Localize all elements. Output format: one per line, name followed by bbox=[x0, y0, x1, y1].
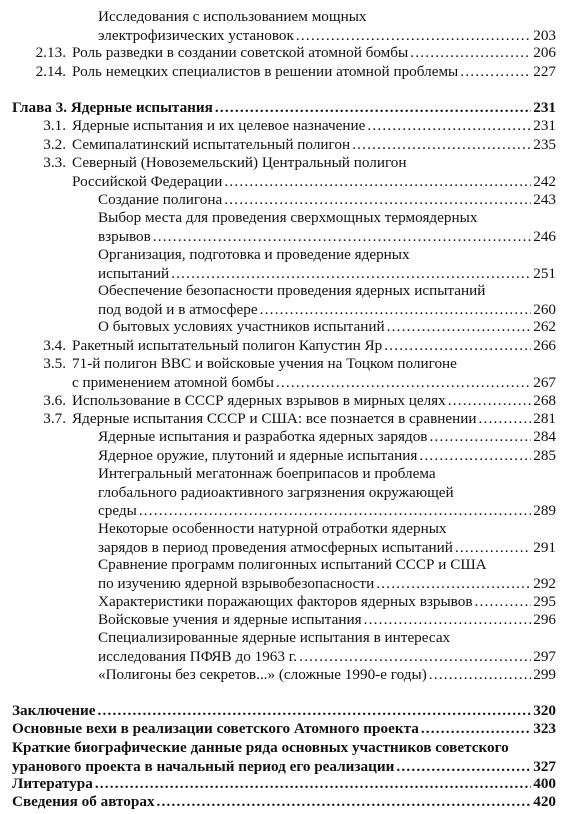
toc-entry-title: Роль разведки в создании советской атомной бомбы bbox=[72, 44, 409, 61]
toc-entry[interactable] bbox=[98, 447, 556, 466]
toc-page-number: 295 bbox=[533, 593, 556, 610]
toc-entry-line bbox=[98, 556, 556, 575]
toc-entry-title: Ракетный испытательный полигон Капустин Яр bbox=[72, 337, 383, 354]
toc-page-number: 246 bbox=[533, 227, 556, 245]
toc-entry-line bbox=[98, 8, 556, 27]
toc-dot-leader bbox=[139, 502, 531, 521]
toc-page-number: 242 bbox=[533, 172, 556, 190]
toc-dot-leader bbox=[352, 136, 531, 155]
toc-entry-title: с применением атомной бомбы bbox=[72, 373, 274, 391]
toc-entry[interactable] bbox=[12, 720, 556, 739]
toc-entry[interactable] bbox=[72, 337, 556, 356]
toc-entry-title: Интегральный мегатоннаж боеприпасов и проблема bbox=[98, 465, 436, 482]
toc-entry-line bbox=[12, 702, 556, 721]
toc-entry-title: Семипалатинский испытательный полигон bbox=[72, 136, 351, 153]
toc-section-number: 3.1. bbox=[43, 117, 66, 134]
toc-dot-leader bbox=[448, 392, 531, 411]
toc-entry-title: исследования ПФЯВ до 1963 г. bbox=[98, 647, 298, 665]
toc-entry[interactable] bbox=[98, 209, 556, 246]
toc-section-number: 2.14. bbox=[35, 63, 66, 80]
toc-entry-line bbox=[98, 539, 556, 558]
toc-dot-leader bbox=[384, 337, 531, 356]
toc-page-number: 285 bbox=[533, 447, 556, 464]
toc-entry-line bbox=[12, 758, 556, 777]
toc-page-number: 297 bbox=[533, 647, 556, 665]
toc-entry[interactable] bbox=[98, 666, 556, 685]
toc-entry[interactable] bbox=[98, 282, 556, 319]
toc-entry-line bbox=[72, 410, 556, 429]
toc-entry-title: Российской Федерации bbox=[72, 172, 223, 190]
toc-entry-title: электрофизических установок bbox=[98, 26, 294, 44]
toc-entry-line bbox=[98, 27, 556, 46]
toc-entry-title: Организация, подготовка и проведение ядерных bbox=[98, 246, 410, 263]
toc-entry[interactable] bbox=[98, 556, 556, 593]
toc-entry-line bbox=[12, 99, 556, 118]
toc-dot-leader bbox=[396, 758, 531, 777]
toc-page-number: 320 bbox=[533, 702, 556, 719]
toc-entry-line bbox=[72, 173, 556, 192]
toc-entry-line bbox=[98, 593, 556, 612]
toc-entry-line bbox=[98, 318, 556, 337]
toc-entry-line bbox=[98, 648, 556, 667]
toc-entry-line bbox=[72, 117, 556, 136]
toc-entry[interactable] bbox=[72, 355, 556, 392]
toc-entry-line bbox=[72, 63, 556, 82]
toc-page-number: 400 bbox=[533, 775, 556, 792]
toc-page-number: 327 bbox=[533, 757, 556, 775]
toc-entry-line bbox=[72, 136, 556, 155]
toc-page-number: 292 bbox=[533, 574, 556, 592]
toc-entry-title: испытаний bbox=[98, 264, 170, 282]
toc-entry-title: Специализированные ядерные испытания в интересах bbox=[98, 629, 451, 646]
toc-dot-leader bbox=[479, 410, 532, 429]
toc-dot-leader bbox=[387, 318, 532, 337]
toc-page-number: 420 bbox=[533, 793, 556, 810]
toc-dot-leader bbox=[95, 775, 531, 794]
toc-dot-leader bbox=[421, 720, 531, 739]
toc-entry-line bbox=[98, 611, 556, 630]
toc-entry[interactable] bbox=[72, 392, 556, 411]
toc-dot-leader bbox=[224, 173, 531, 192]
toc-dot-leader bbox=[260, 301, 532, 320]
toc-entry-line bbox=[98, 575, 556, 594]
toc-entry[interactable] bbox=[12, 739, 556, 776]
toc-dot-leader bbox=[429, 428, 531, 447]
toc-entry-title: под водой и в атмосфере bbox=[98, 300, 258, 318]
toc-page-number: 284 bbox=[533, 428, 556, 445]
toc-section-number: 3.5. bbox=[43, 355, 66, 372]
toc-entry-title: Ядерные испытания и разработка ядерных зарядов bbox=[98, 428, 428, 445]
toc-page-number: 281 bbox=[533, 410, 556, 427]
toc-page-number: 260 bbox=[533, 300, 556, 318]
toc-dot-leader bbox=[475, 593, 532, 612]
toc-entry[interactable] bbox=[12, 99, 556, 118]
toc-entry[interactable] bbox=[98, 428, 556, 447]
toc-entry-title: Литература bbox=[12, 775, 93, 792]
toc-dot-leader bbox=[410, 44, 531, 63]
toc-dot-leader bbox=[171, 265, 531, 284]
toc-entry-title: взрывов bbox=[98, 227, 151, 245]
toc-entry-title: Ядерное оружие, плутоний и ядерные испытания bbox=[98, 447, 418, 464]
toc-entry-line bbox=[98, 520, 556, 539]
toc-dot-leader bbox=[419, 447, 531, 466]
toc-entry-title: среды bbox=[98, 502, 137, 519]
toc-entry-title: Северный (Новоземельский) Центральный полигон bbox=[72, 154, 407, 171]
toc-page-number: 289 bbox=[533, 502, 556, 519]
toc-page-number: 323 bbox=[533, 720, 556, 737]
toc-entry-line bbox=[98, 209, 556, 228]
toc-entry-title: Роль немецких специалистов в решении атомной проблемы bbox=[72, 63, 459, 80]
toc-entry[interactable] bbox=[12, 775, 556, 794]
toc-entry-line bbox=[12, 739, 556, 758]
toc-page-number: 243 bbox=[533, 191, 556, 208]
toc-entry-title: Ядерные испытания и их целевое назначение bbox=[72, 117, 366, 134]
toc-entry-line bbox=[98, 191, 556, 210]
toc-entry-line bbox=[98, 502, 556, 521]
toc-entry-title: Сравнение программ полигонных испытаний СССР и США bbox=[98, 556, 487, 573]
toc-entry-title: Некоторые особенности натурной отработки ядерных bbox=[98, 520, 447, 537]
toc-entry[interactable] bbox=[98, 629, 556, 666]
toc-entry-line bbox=[98, 428, 556, 447]
toc-entry-line bbox=[72, 44, 556, 63]
toc-entry-title: Выбор места для проведения сверхмощных термоядерных bbox=[98, 209, 478, 226]
toc-dot-leader bbox=[299, 648, 531, 667]
toc-entry-title: Войсковые учения и ядерные испытания bbox=[98, 611, 362, 628]
toc-page-number: 206 bbox=[533, 44, 556, 61]
toc-entry-line bbox=[98, 629, 556, 648]
toc-entry[interactable] bbox=[72, 410, 556, 429]
toc-entry[interactable] bbox=[12, 793, 556, 812]
toc-entry[interactable] bbox=[98, 8, 556, 45]
toc-entry-title: Обеспечение безопасности проведения ядерных испытаний bbox=[98, 282, 486, 299]
toc-entry-line bbox=[72, 154, 556, 173]
toc-entry-line bbox=[72, 355, 556, 374]
toc-entry-title: Создание полигона bbox=[98, 191, 223, 208]
toc-entry[interactable] bbox=[72, 117, 556, 136]
toc-dot-leader bbox=[157, 793, 532, 812]
toc-entry-title: Исследования с использованием мощных bbox=[98, 8, 367, 25]
toc-section-number: 3.3. bbox=[43, 154, 66, 171]
toc-entry-line bbox=[12, 793, 556, 812]
toc-entry-title: Глава 3. Ядерные испытания bbox=[12, 99, 213, 116]
toc-dot-leader bbox=[215, 99, 531, 118]
toc-entry-title: Ядерные испытания СССР и США: все познается в сравнении bbox=[72, 410, 477, 427]
toc-entry[interactable] bbox=[98, 246, 556, 283]
toc-entry-line bbox=[98, 465, 556, 484]
toc-page-number: 299 bbox=[533, 666, 556, 683]
toc-section-number: 3.4. bbox=[43, 337, 66, 354]
toc-entry[interactable] bbox=[12, 702, 556, 721]
toc-entry-line bbox=[98, 666, 556, 685]
toc-entry-line bbox=[72, 374, 556, 393]
toc-entry-line bbox=[98, 228, 556, 247]
toc-entry-line bbox=[98, 282, 556, 301]
toc-entry-line bbox=[98, 301, 556, 320]
toc-page-number: 231 bbox=[533, 99, 556, 116]
toc-dot-leader bbox=[296, 27, 531, 46]
toc-entry-title: Сведения об авторах bbox=[12, 793, 155, 810]
toc-page-number: 231 bbox=[533, 117, 556, 134]
toc-entry[interactable] bbox=[72, 154, 556, 191]
toc-entry-line bbox=[72, 337, 556, 356]
toc-entry-line bbox=[98, 246, 556, 265]
toc-dot-leader bbox=[364, 611, 532, 630]
toc-page-number: 266 bbox=[533, 337, 556, 354]
toc-page-number: 267 bbox=[533, 373, 556, 391]
toc-page-number: 235 bbox=[533, 136, 556, 153]
toc-page-number: 227 bbox=[533, 63, 556, 80]
toc-entry-title: зарядов в период проведения атмосферных испытаний bbox=[98, 538, 453, 556]
toc-page-number: 291 bbox=[533, 538, 556, 556]
toc-page-number: 251 bbox=[533, 264, 556, 282]
toc-entry-line bbox=[98, 447, 556, 466]
toc-entry[interactable] bbox=[98, 318, 556, 337]
toc-entry-title: Основные вехи в реализации советского Атомного проекта bbox=[12, 720, 419, 737]
toc-page-number: 268 bbox=[533, 392, 556, 409]
toc-entry-title: Характеристики поражающих факторов ядерных взрывов bbox=[98, 593, 473, 610]
toc-dot-leader bbox=[224, 191, 531, 210]
toc-entry[interactable] bbox=[98, 593, 556, 612]
toc-entry-title: Использование в СССР ядерных взрывов в мирных целях bbox=[72, 392, 446, 409]
toc-entry-title: 71-й полигон ВВС и войсковые учения на Тоцком полигоне bbox=[72, 355, 457, 372]
toc-dot-leader bbox=[376, 575, 531, 594]
toc-entry-title: глобального радиоактивного загрязнения окружающей bbox=[98, 483, 454, 501]
toc-dot-leader bbox=[276, 374, 531, 393]
toc-dot-leader bbox=[460, 63, 531, 82]
toc-dot-leader bbox=[97, 702, 531, 721]
toc-entry[interactable] bbox=[98, 520, 556, 557]
toc-entry[interactable] bbox=[72, 136, 556, 155]
toc-dot-leader bbox=[153, 228, 531, 247]
toc-entry[interactable] bbox=[98, 611, 556, 630]
toc-dot-leader bbox=[455, 539, 531, 558]
toc-page-number: 262 bbox=[533, 318, 556, 335]
toc-dot-leader bbox=[367, 117, 531, 136]
toc-entry-title: по изучению ядерной взрывобезопасности bbox=[98, 574, 375, 592]
toc-entry-line bbox=[12, 720, 556, 739]
toc-entry-title: О бытовых условиях участников испытаний bbox=[98, 318, 385, 335]
toc-section-number: 3.7. bbox=[43, 410, 66, 427]
toc-entry[interactable] bbox=[72, 63, 556, 82]
toc-entry[interactable] bbox=[98, 465, 556, 521]
toc-section-number: 3.2. bbox=[43, 136, 66, 153]
toc-entry[interactable] bbox=[72, 44, 556, 63]
toc-entry-line bbox=[72, 392, 556, 411]
toc-entry-title: уранового проекта в начальный период его реализации bbox=[12, 757, 395, 775]
toc-page-number: 296 bbox=[533, 611, 556, 628]
toc-section-number: 2.13. bbox=[35, 44, 66, 61]
toc-section-number: 3.6. bbox=[43, 392, 66, 409]
toc-entry-line bbox=[12, 775, 556, 794]
toc-page-number: 203 bbox=[533, 26, 556, 44]
toc-entry-line bbox=[98, 265, 556, 284]
toc-entry-title: Краткие биографические данные ряда основных участников советского bbox=[12, 739, 509, 756]
toc-entry-title: «Полигоны без секретов...» (сложные 1990-е годы) bbox=[98, 666, 427, 683]
toc-entry-line bbox=[98, 484, 556, 503]
toc-entry-title: Заключение bbox=[12, 702, 96, 719]
toc-dot-leader bbox=[429, 666, 531, 685]
toc-entry[interactable] bbox=[98, 191, 556, 210]
